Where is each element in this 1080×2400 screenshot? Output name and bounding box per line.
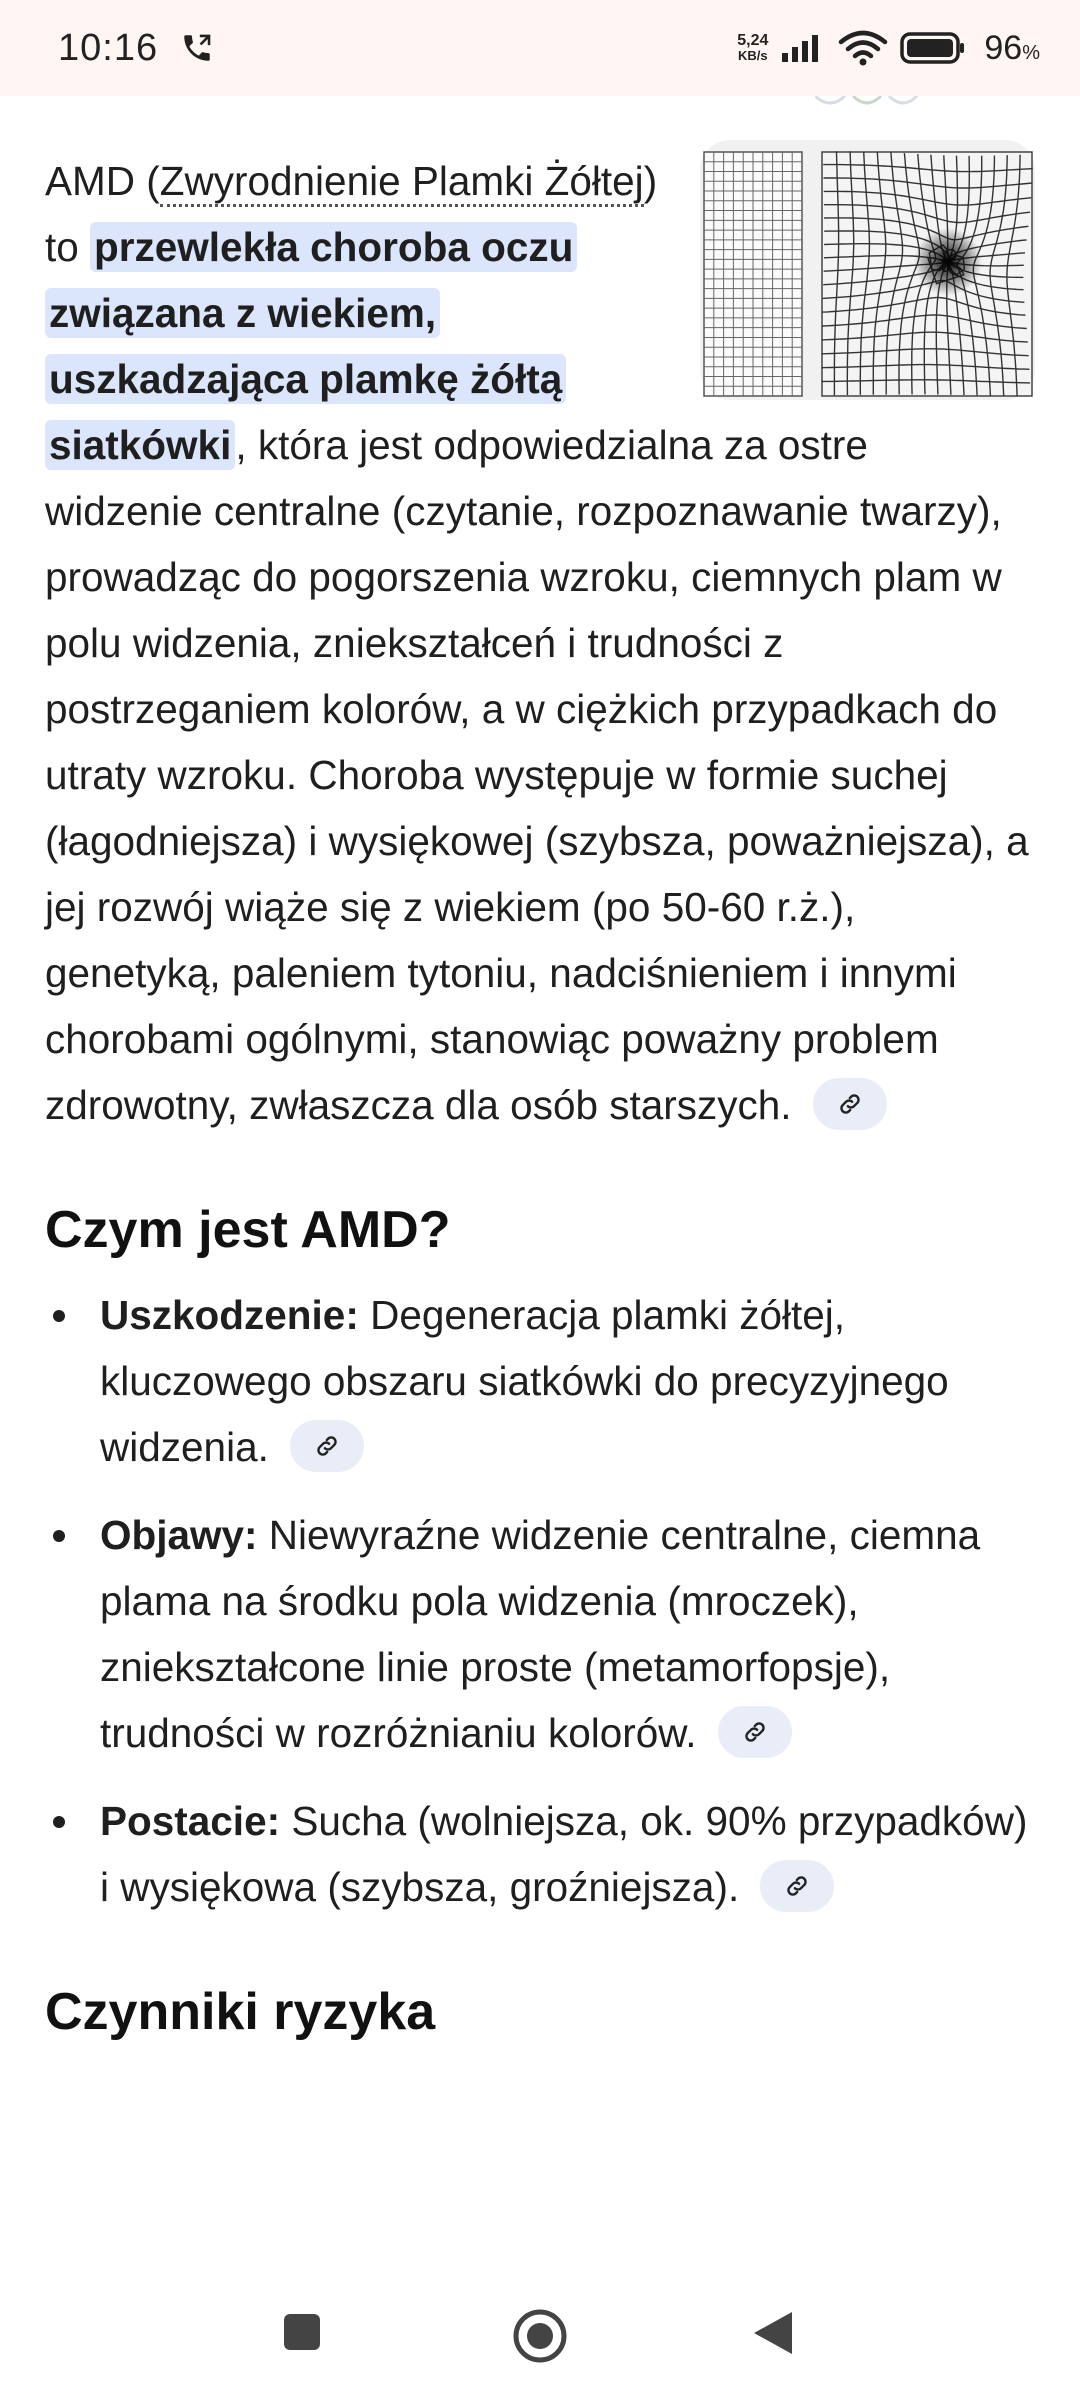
fact-text: Degeneracja plamki żółtej, kluczowego obszaru siatkówki do precyzyjnego widzenia.	[100, 1292, 949, 1470]
link-icon	[314, 1433, 340, 1459]
fact-text: Sucha (wolniejsza, ok. 90% przypadków) i wysiękowa (szybsza, groźniejsza).	[100, 1798, 1028, 1910]
term-link[interactable]: Zwyrodnienie Plamki Żółtej	[160, 158, 644, 207]
list-item	[45, 1788, 1035, 1920]
intro-after-term: ) to	[45, 158, 658, 270]
source-link-button[interactable]	[760, 1860, 834, 1912]
source-link-button[interactable]	[718, 1706, 792, 1758]
link-icon	[837, 1091, 863, 1117]
list-item	[45, 1282, 1035, 1480]
fact-label: Uszkodzenie:	[100, 1292, 359, 1338]
battery-percent-sign: %	[1022, 41, 1040, 64]
list-item	[45, 1502, 1035, 1766]
home-circle-icon[interactable]	[512, 2308, 568, 2364]
status-bar	[0, 0, 1080, 96]
fact-label: Postacie:	[100, 1798, 281, 1844]
article-content	[45, 96, 1035, 2064]
source-link-button[interactable]	[813, 1078, 887, 1130]
highlighted-definition: przewlekła choroba oczu związana z wiekiem, uszkadzająca plamkę żółtą siatkówki	[45, 222, 577, 470]
intro-paragraph	[45, 148, 1035, 1138]
back-triangle-icon[interactable]	[752, 2310, 794, 2356]
amsler-grid-image[interactable]	[700, 140, 1035, 400]
battery-percent	[984, 29, 1040, 68]
avatar-stack-fragment	[815, 96, 935, 108]
link-icon	[742, 1719, 768, 1745]
battery-icon	[900, 31, 966, 65]
intro-rest: , która jest odpowiedzialna za ostre widzenie centralne (czytanie, rozpoznawanie twarzy), prowadząc do pogorszenia wzroku, ciemnych plam w polu widzenia, zniekształceń i trudności z postrzeganiem kolorów, a w ciężkich przypadkach do utraty wzroku. Choroba występuje w formie suchej (łagodniejsza) i wysiękowej (szybsza, poważniejsza), a jej rozwój wiąże się z wiekiem (po 50-60 r.ż.), genetyką, paleniem tytoniu, nadciśnieniem i innymi chorobami ogólnymi, stanowiąc poważny problem zdrowotny, zwłaszcza dla osób starszych.	[45, 422, 1029, 1128]
network-speed-value: 5,24	[737, 32, 769, 49]
recents-square-icon[interactable]	[282, 2312, 322, 2352]
fact-text: Niewyraźne widzenie centralne, ciemna plama na środku pola widzenia (mroczek), zniekształcone linie proste (metamorfopsje), trudności w rozróżnianiu kolorów.	[100, 1512, 981, 1756]
section-heading-risk-factors: Czynniki ryzyka	[45, 1983, 436, 2041]
link-icon	[784, 1873, 810, 1899]
network-speed-unit: KB/s	[737, 48, 768, 63]
battery-percent-value: 96	[984, 28, 1023, 67]
fact-label: Objawy:	[100, 1512, 258, 1558]
signal-icon	[780, 33, 826, 63]
intro-before-term: AMD (	[45, 158, 160, 204]
source-link-button[interactable]	[290, 1420, 364, 1472]
status-icons	[737, 29, 1040, 68]
navigation-bar	[0, 2270, 1080, 2400]
wifi-icon	[838, 30, 888, 66]
network-speed	[737, 33, 768, 63]
status-time: 10:16	[58, 26, 159, 69]
section-heading-what-is: Czym jest AMD?	[45, 1201, 451, 1259]
facts-list	[45, 1282, 1035, 1920]
phone-call-icon	[180, 31, 214, 65]
